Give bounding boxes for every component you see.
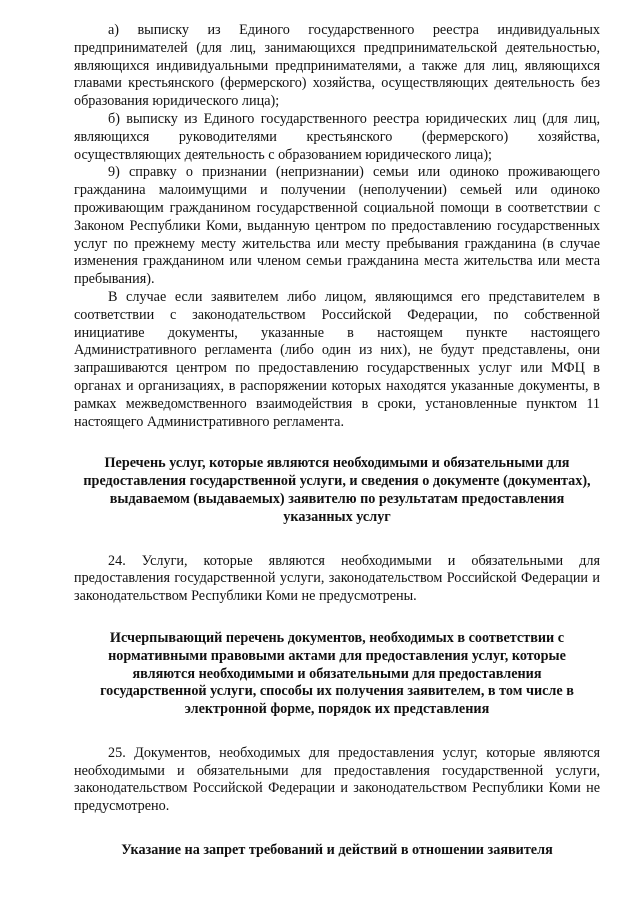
paragraph-25: 25. Документов, необходимых для предоставления услуг, которые являются необходимыми и обязательными для предоставления государственной услуги, законодательством Российской Федерации и законодательством Республики Коми не предусмотрено. bbox=[74, 744, 600, 815]
paragraph-extract-individual-entrepreneurs: а) выписку из Единого государственного реестра индивидуальных предпринимателей (для лиц, занимающихся предпринимательской деятельностью, являющихся индивидуальными предпринимателями, а также для лиц, являющихся главами крестьянского (фермерского) хозяйства, осуществляющих деятельность без образования юридического лица); bbox=[74, 22, 600, 110]
paragraph-interagency-request: В случае если заявителем либо лицом, являющимся его представителем в соответствии с законодательством Российской Федерации, по собственной инициативе документы, указанные в настоящем пункте настоящего Административного регламента (либо один из них), не будут представлены, они запрашиваются центром по предоставлению государственных услуг или МФЦ в органах и организациях, в распоряжении которых находятся указанные документы, в рамках межведомственного взаимодействия в сроки, установленные пунктом 11 настоящего Административного регламента. bbox=[74, 288, 600, 430]
heading-services-list: Перечень услуг, которые являются необходимыми и обязательными для предоставления государственной услуги, и сведения о документе (документах), выдаваемом (выдаваемых) заявителю по результатам предоставления указанных услуг bbox=[83, 455, 591, 525]
heading-documents-list: Исчерпывающий перечень документов, необходимых в соответствии с нормативными правовыми актами для предоставления услуг, которые являются необходимыми и обязательными для предоставления государственной услуги, способы их получения заявителем, в том числе в электронной форме, порядок их представления bbox=[100, 629, 574, 718]
paragraph-extract-legal-entities: б) выписку из Единого государственного реестра юридических лиц (для лиц, являющихся руководителями крестьянского (фермерского) хозяйства, осуществляющих деятельность с образованием юридического лица); bbox=[74, 110, 600, 163]
paragraph-item-9-certificate: 9) справку о признании (непризнании) семьи или одиноко проживающего гражданина малоимущими и получении (неполучении) семьей или одиноко проживающим гражданином государственной социальной помощи в соответствии с Законом Республики Коми, выданную центром по предоставлению государственных услуг по прежнему месту жительства или месту пребывания гражданина (в случае изменения гражданином или членом семьи гражданина места жительства или места пребывания). bbox=[74, 164, 600, 288]
document-page bbox=[74, 22, 600, 860]
heading-prohibition: Указание на запрет требований и действий в отношении заявителя bbox=[121, 842, 553, 859]
paragraph-24: 24. Услуги, которые являются необходимыми и обязательными для предоставления государственной услуги, законодательством Российской Федерации и законодательством Республики Коми не предусмотрены. bbox=[74, 552, 600, 605]
